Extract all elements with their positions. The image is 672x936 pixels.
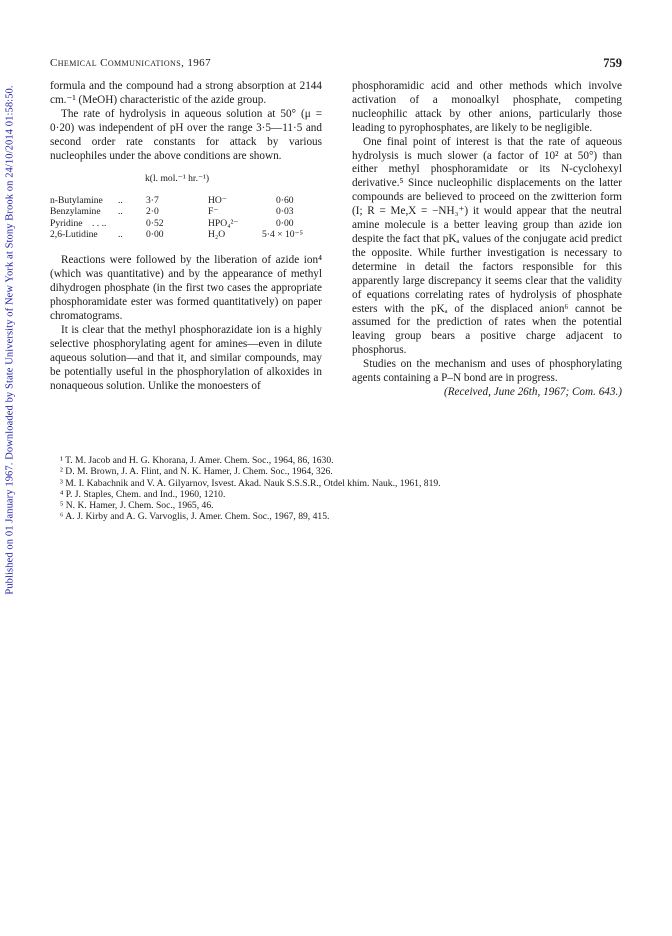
reference-item: ⁶ A. J. Kirby and A. G. Varvoglis, J. Amer. Chem. Soc., 1967, 89, 415. [60, 511, 330, 523]
reference-item: ¹ T. M. Jacob and H. G. Khorana, J. Amer. Chem. Soc., 1964, 86, 1630. [60, 455, 334, 466]
ion-rate-value: 0·00 [276, 217, 294, 229]
paragraph: One final point of interest is that the rate of aqueous hydrolysis is much slower (a factor of 10² at 50°) than either methyl phosphoramidate or its N-cyclohexyl derivative.⁵ Since nucleophilic displacements on the latter compounds are believed to proceed on the zwitterion form (I; R = Me,X = −NH₃⁺) it would appear that the neutral amine molecule is a better leaving group than azide ion despite the fact that pKₐ values of the conjugate acid predict the opposite. While further investigation is necessary to determine in detail the factors responsible for this apparently large discrepancy it seems clear that the validity of equations correlating rates of hydrolysis of phosphate esters with the pKₐ of the displaced anion⁶ cannot be assumed for the prediction of rates when the potential leaving group bears a positive charge adjacent to phosphorus. [352, 135, 622, 357]
nucleophile-name: Benzylamine [50, 206, 101, 218]
nucleophile-name: Pyridine [50, 217, 83, 229]
ion-rate-value: 5·4 × 10⁻⁵ [262, 229, 303, 241]
table-row [50, 229, 322, 240]
page-number: 759 [603, 56, 622, 70]
leader-dots: .. [118, 206, 123, 218]
paragraph: It is clear that the methyl phosphorazidate ion is a highly selective phosphorylating agent for amines—even in dilute aqueous solution—and that it, and similar compounds, may be potentially useful in the phosphorylation of alkoxides in nonaqueous solution. Unlike the monoesters of [50, 323, 322, 392]
nucleophile-name: 2,6-Lutidine [50, 229, 98, 241]
table-row [50, 218, 322, 229]
ion-name: HO⁻ [208, 194, 227, 206]
reference-item: ⁵ N. K. Hamer, J. Chem. Soc., 1965, 46. [60, 500, 214, 512]
reference-item: ³ M. I. Kabachnik and V. A. Gilyarnov, Isvest. Akad. Nauk S.S.S.R., Otdel khim. Nauk., 1961, 819. [60, 477, 441, 489]
paragraph: The rate of hydrolysis in aqueous solution at 50° (μ = 0·20) was independent of pH over the range 3·5—11·5 and second order rate constants for attack by various nucleophiles under the above conditions are shown. [50, 107, 322, 162]
leader-dots: . . .. [92, 217, 107, 229]
paragraph: formula and the compound had a strong absorption at 2144 cm.⁻¹ (MeOH) characteristic of the azide group. [50, 80, 322, 106]
table-row [50, 195, 322, 206]
rate-value: 3·7 [146, 194, 159, 206]
left-column [50, 80, 322, 393]
table-row [50, 206, 322, 217]
rate-constant-table [50, 173, 322, 240]
ion-rate-value: 0·03 [276, 206, 294, 218]
right-column [352, 80, 622, 400]
download-watermark-text: Published on 01 January 1967. Downloaded by State University of New York at Stony Brook on 24/10/2014 01:58:50. [4, 85, 16, 595]
ion-name: F⁻ [208, 206, 219, 218]
ion-rate-value: 0·60 [276, 194, 294, 206]
received-date: (Received, June 26th, 1967; Com. 643.) [443, 385, 622, 398]
download-watermark [2, 60, 18, 620]
page-header [50, 57, 622, 73]
table-caption: k(l. mol.⁻¹ hr.⁻¹) [145, 173, 210, 185]
rate-value: 0·52 [146, 217, 164, 229]
reference-item: ⁴ P. J. Staples, Chem. and Ind., 1960, 1210. [60, 488, 226, 500]
reference-item: ² D. M. Brown, J. A. Flint, and N. K. Hamer, J. Chem. Soc., 1964, 326. [60, 466, 333, 478]
ion-name: HPO₄²⁻ [208, 217, 239, 229]
journal-title: Chemical Communications, 1967 [50, 57, 211, 69]
paragraph: phosphoramidic acid and other methods which involve activation of a monoalkyl phosphate, competing nucleophilic attack by other anions, particularly those leading to pyrophosphates, are likely to be negligible. [352, 80, 622, 134]
paragraph: Reactions were followed by the liberation of azide ion⁴ (which was quantitative) and by the appearance of methyl dihydrogen phosphate (in the first two cases the appropriate phosphoramidate ester was formed quantitatively) on paper chromatograms. [50, 254, 322, 323]
ion-name: H₂O [208, 229, 226, 241]
rate-value: 2·0 [146, 206, 159, 218]
nucleophile-name: n-Butylamine [50, 194, 103, 206]
leader-dots: .. [118, 194, 123, 206]
paragraph: Studies on the mechanism and uses of phosphorylating agents containing a P–N bond are in progress. [352, 358, 622, 385]
references [60, 455, 620, 523]
rate-value: 0·00 [146, 229, 164, 241]
leader-dots: .. [118, 229, 123, 241]
